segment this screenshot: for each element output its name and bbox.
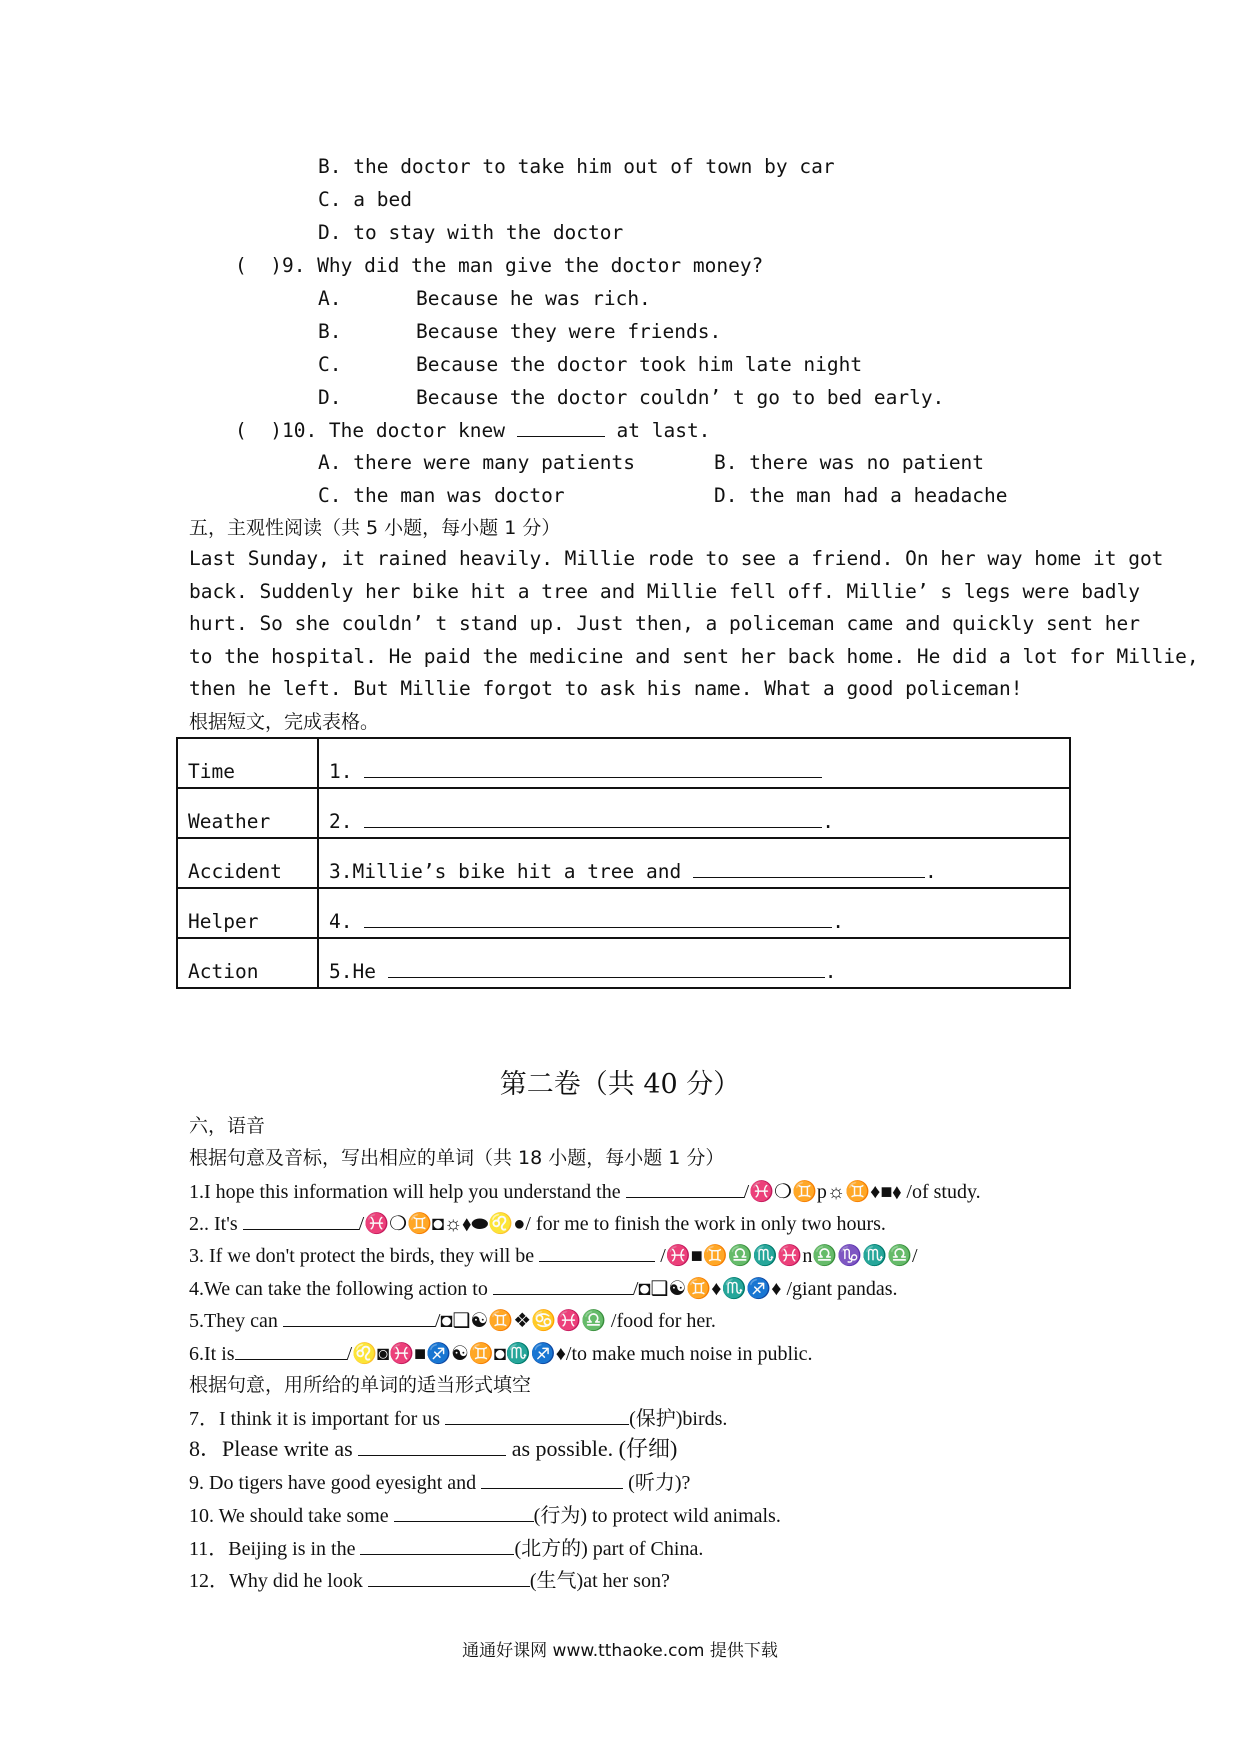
answer-table [176,737,1071,989]
word-item: 8．Please write as as possible. (仔细) [189,1436,678,1461]
row-label: Action [177,938,318,988]
answer-blank-1[interactable] [364,759,822,778]
word-blank-8[interactable] [358,1437,506,1456]
footer-credit: 通通好课网 www.tthaoke.com 提供下载 [462,1641,778,1661]
row-label: Time [177,738,318,788]
word-blank-10[interactable] [394,1503,534,1522]
phonetic-item: 1.I hope this information will help you understand the /♓❍♊p☼♊♦■⬧ /of study. [189,1181,981,1203]
word-item: 7．I think it is important for us (保护)birds. [189,1408,728,1430]
phonetic-blank-2[interactable] [243,1211,359,1230]
q10-stem: ( )10. The doctor knew at last. [235,419,711,442]
phonetic-item: 3. If we don't protect the birds, they will be /♓■♊♎♏♓n♎♑♏♎/ [189,1245,918,1267]
q10-option-d: D. the man had a headache [714,484,1008,507]
row-label: Helper [177,888,318,938]
word-item: 12．Why did he look (生气)at her son? [189,1570,670,1592]
phonetic-item: 5.They can /◘❑☯♊❖♋♓♎ /food for her. [189,1310,716,1332]
row-answer: 2. . [318,788,1070,838]
phonetic-item: 6.It is /♌◙♓■♐☯♊◘♏♐♦/to make much noise in public. [189,1343,813,1365]
table-row [177,938,1070,988]
passage-line: then he left. But Millie forgot to ask his name. What a good policeman! [189,677,1023,700]
row-answer: 1. [318,738,1070,788]
phonetic-item: 2.. It's /♓❍♊◘☼⬧⬬♌●/ for me to finish the work in only two hours. [189,1213,886,1235]
section6-heading: 六，语音 [189,1115,266,1137]
q9-option-b: B. Because they were friends. [318,320,722,343]
word-item: 10. We should take some (行为) to protect wild animals. [189,1505,781,1527]
q8-option-d: D. to stay with the doctor [318,221,624,244]
row-answer: 4. . [318,888,1070,938]
row-label: Accident [177,838,318,888]
q10-option-b: B. there was no patient [714,451,985,474]
phonetic-blank-3[interactable] [539,1243,655,1262]
phonetic-blank-4[interactable] [493,1276,633,1295]
answer-blank-5[interactable] [388,959,825,978]
word-blank-12[interactable] [368,1568,530,1587]
phonetic-blank-5[interactable] [283,1308,435,1327]
passage-line: back. Suddenly her bike hit a tree and Millie fell off. Millie’ s legs were badly [189,579,1140,603]
answer-blank-3[interactable] [693,859,925,878]
passage-line: Last Sunday, it rained heavily. Millie rode to see a friend. On her way home it got [189,547,1164,570]
phonetic-blank-1[interactable] [626,1179,744,1198]
answer-blank-4[interactable] [364,909,832,928]
passage-line: to the hospital. He paid the medicine and sent her back home. He did a lot for Millie, [189,644,1199,668]
word-blank-7[interactable] [445,1406,629,1425]
q10-option-c: C. the man was doctor [318,484,565,507]
q8-option-b: B. the doctor to take him out of town by car [318,155,835,178]
word-blank-9[interactable] [481,1470,623,1489]
row-answer: 3.Millie’s bike hit a tree and . [318,838,1070,888]
row-label: Weather [177,788,318,838]
table-row [177,838,1070,888]
reading-passage [189,543,1199,706]
table-row [177,788,1070,838]
word-blank-11[interactable] [360,1536,514,1555]
section6-instruction-2: 根据句意，用所给的单词的适当形式填空 [189,1374,532,1396]
answer-blank-2[interactable] [364,809,822,828]
q9-option-d: D. Because the doctor couldn’ t go to bed early. [318,386,945,409]
q9-stem: ( )9. Why did the man give the doctor money? [235,254,764,277]
section6-instruction-1: 根据句意及音标，写出相应的单词（共 18 小题，每小题 1 分） [189,1147,725,1169]
section5-heading: 五，主观性阅读（共 5 小题，每小题 1 分） [189,517,561,539]
q10-blank[interactable] [517,418,605,437]
table-row [177,888,1070,938]
phonetic-item: 4.We can take the following action to /◘❑☯♊♦♏♐♦ /giant pandas. [189,1278,898,1300]
row-answer: 5.He . [318,938,1070,988]
part2-title: 第二卷（共 40 分） [499,1069,741,1100]
q9-option-a: A. Because he was rich. [318,287,651,310]
table-row [177,738,1070,788]
word-item: 11．Beijing is in the (北方的) part of China. [189,1538,704,1560]
q8-option-c: C. a bed [318,188,412,211]
phonetic-blank-6[interactable] [235,1341,347,1360]
q9-option-c: C. Because the doctor took him late night [318,353,863,376]
table-instruction: 根据短文，完成表格。 [189,711,380,733]
passage-line: hurt. So she couldn’ t stand up. Just then, a policeman came and quickly sent her [189,612,1140,635]
word-item: 9. Do tigers have good eyesight and (听力)? [189,1472,691,1494]
q10-option-a: A. there were many patients [318,451,635,474]
